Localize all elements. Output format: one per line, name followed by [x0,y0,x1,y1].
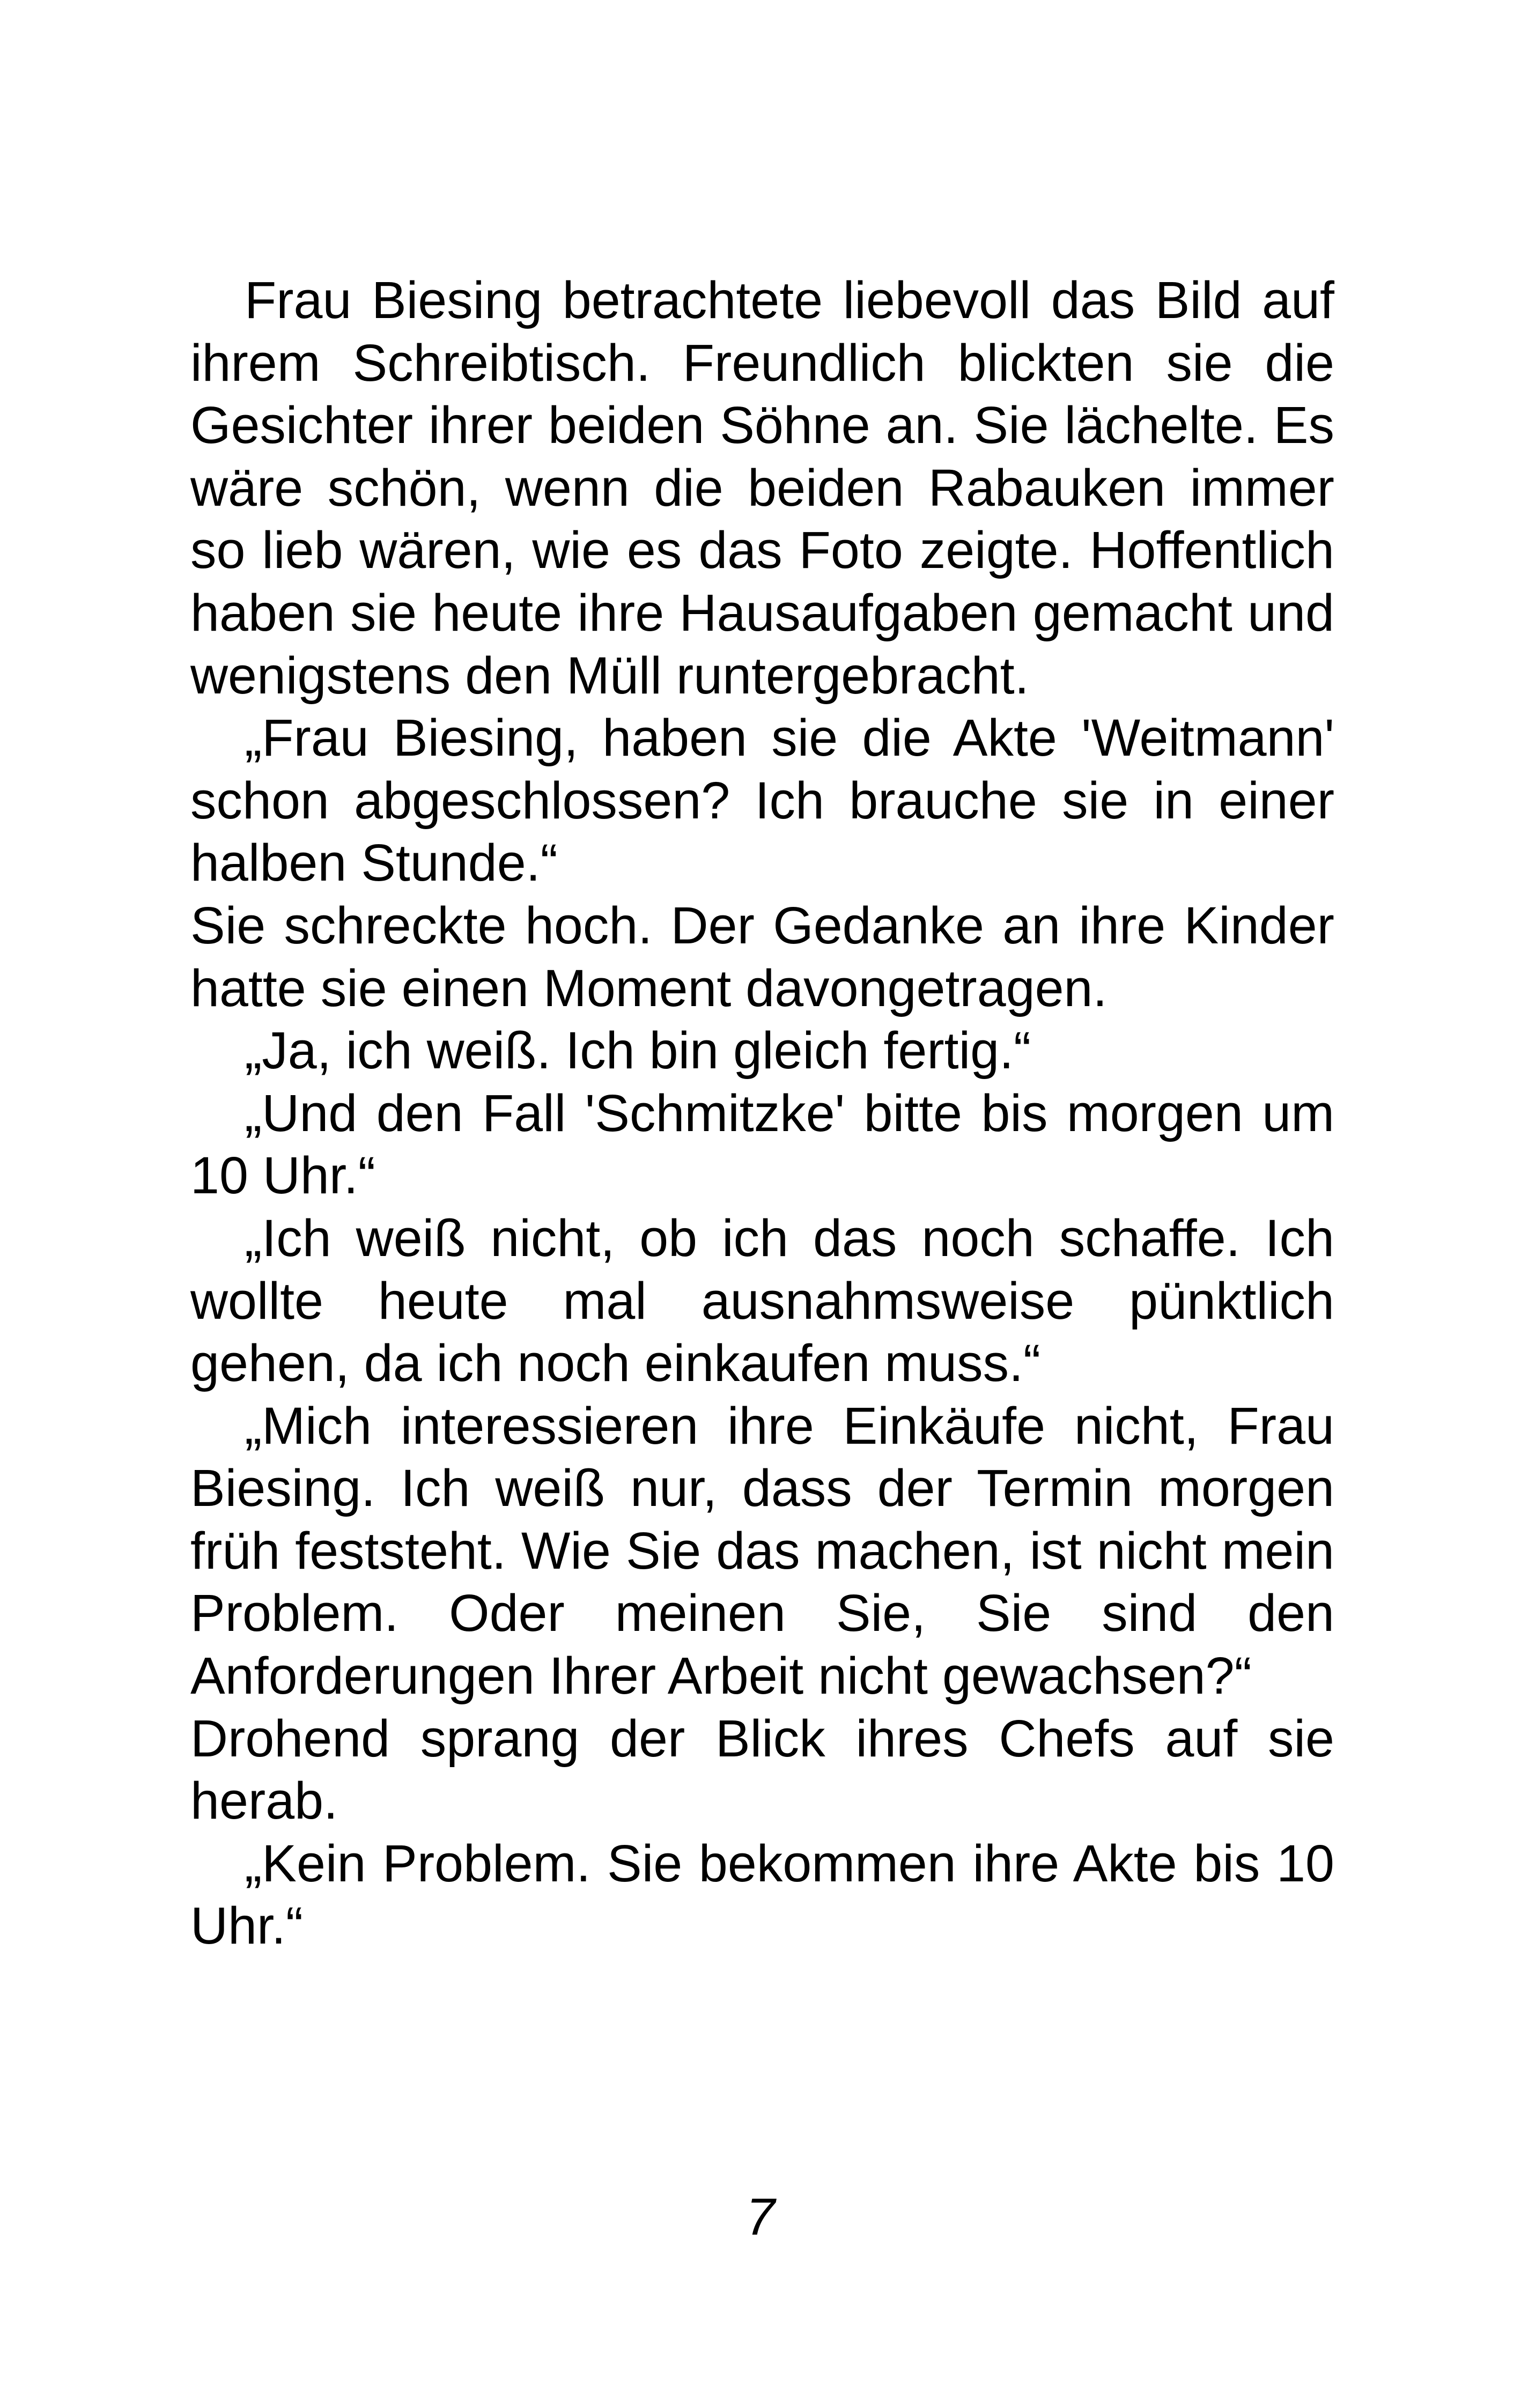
paragraph: Sie schreckte hoch. Der Gedanke an ihre Kinder hatte sie einen Moment davongetragen. [190,896,1334,1017]
paragraph: „Frau Biesing, haben sie die Akte 'Weitmann' schon abgeschlossen? Ich brauche sie in einer halben Stunde.“ [190,708,1334,892]
page-number: 7 [746,2188,775,2246]
paragraph: „Ich weiß nicht, ob ich das noch schaffe. Ich wollte heute mal ausnahmsweise pünktlich gehen, da ich noch einkaufen muss.“ [190,1208,1334,1393]
body-text [190,269,1334,1958]
paragraph: „Ja, ich weiß. Ich bin gleich fertig.“ [245,1021,1031,1080]
paragraph: Drohend sprang der Blick ihres Chefs auf sie herab. [190,1709,1334,1830]
paragraph: Frau Biesing betrachtete liebevoll das Bild auf ihrem Schreibtisch. Freundlich blickten sie die Gesichter ihrer beiden Söhne an. Sie lächelte. Es wäre schön, wenn die beiden Rabauken immer so lieb wären, wie es das Foto zeigte. Hoffentlich haben sie heute ihre Hausaufgaben gemacht und wenigstens den Müll runtergebracht. [190,271,1334,705]
paragraph: „Und den Fall 'Schmitzke' bitte bis morgen um 10 Uhr.“ [190,1083,1334,1205]
paragraph: „Mich interessieren ihre Einkäufe nicht, Frau Biesing. Ich weiß nur, dass der Termin morgen früh feststeht. Wie Sie das machen, ist nicht mein Problem. Oder meinen Sie, Sie sind den Anforderungen Ihrer Arbeit nicht gewachsen?“ [190,1396,1334,1705]
paragraph: „Kein Problem. Sie bekommen ihre Akte bis 10 Uhr.“ [190,1834,1334,1955]
